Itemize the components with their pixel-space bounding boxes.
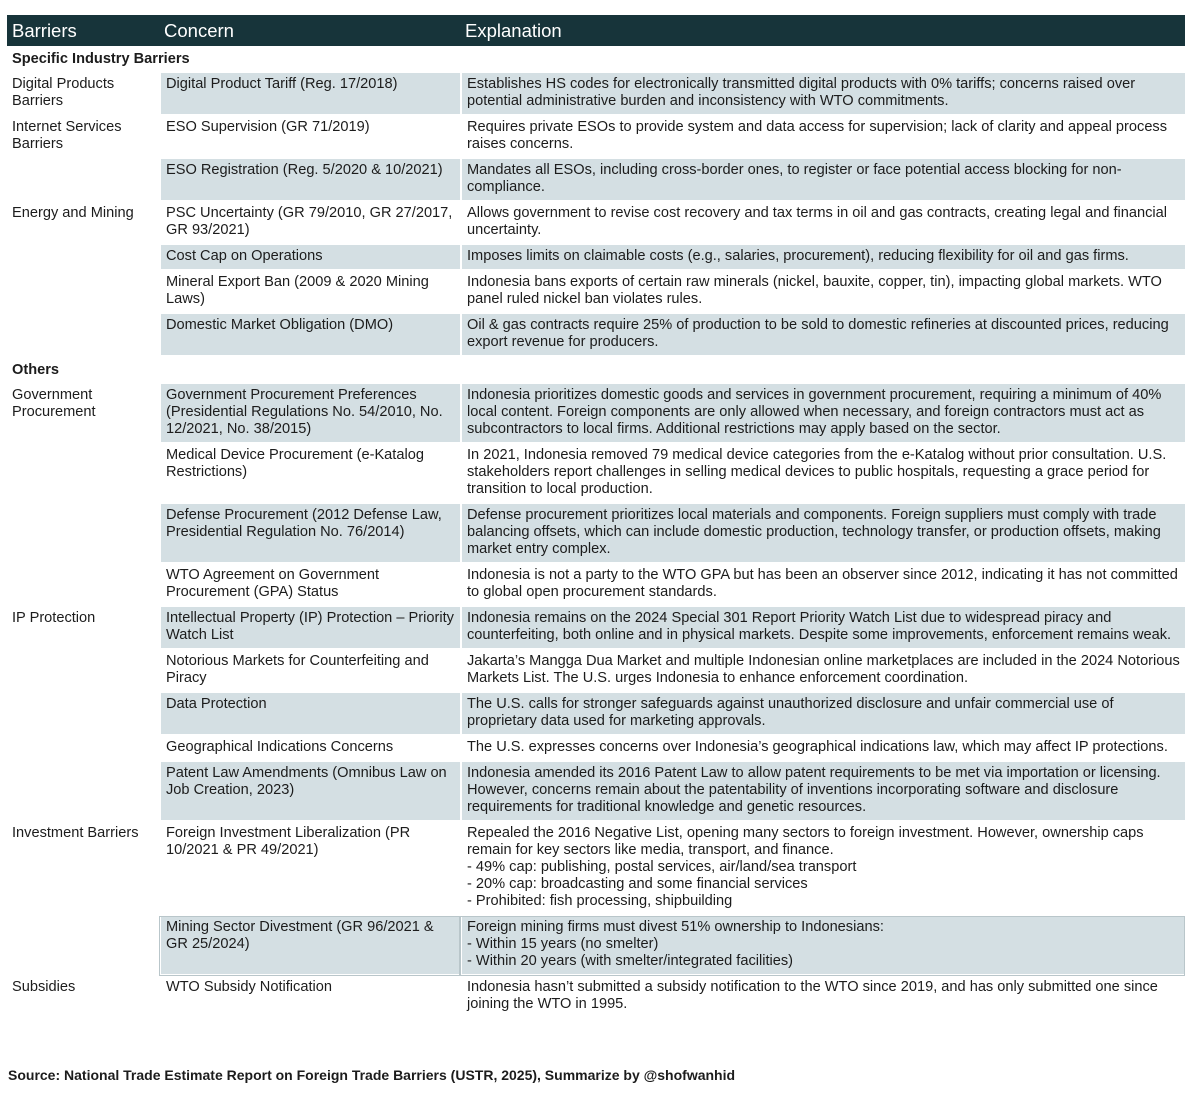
explanation-line: Repealed the 2016 Negative List, opening many sectors to foreign investment. However, ownership caps remain for key sectors like media, transport, and finance. [467,825,1144,858]
concern-cell: Mining Sector Divestment (GR 96/2021 & GR 25/2024) [159,916,460,976]
barrier-cell: Subsidies [7,976,159,1019]
barrier-cell: IP Protection [7,607,159,650]
table-row [7,271,1185,314]
explanation-line: - Within 15 years (no smelter) [467,936,659,952]
explanation-line: Indonesia remains on the 2024 Special 301 Report Priority Watch List due to widespread piracy and counterfeiting, both online and in physical markets. Despite some improvements, enforcement remains weak. [467,610,1172,643]
explanation-cell [460,607,1185,650]
table-row [7,976,1185,1019]
table-row [7,650,1185,693]
concern-cell: Mineral Export Ban (2009 & 2020 Mining Laws) [159,271,460,314]
table-row [7,504,1185,564]
source-caption: Source: National Trade Estimate Report on Foreign Trade Barriers (USTR, 2025), Summarize by @shofwanhid [8,1067,736,1083]
explanation-line: The U.S. expresses concerns over Indonesia’s geographical indications law, which may affect IP protections. [467,739,1168,755]
explanation-line: Indonesia hasn’t submitted a subsidy notification to the WTO since 2019, and has only submitted one since joining the WTO in 1995. [467,979,1158,1012]
table-row [7,693,1185,736]
explanation-cell [460,384,1185,444]
table-row [7,73,1185,116]
barrier-cell: Internet Services Barriers [7,116,159,159]
table-row [7,159,1185,202]
explanation-line: Requires private ESOs to provide system and data access for supervision; lack of clarity and appeal process raises concerns. [467,119,1168,152]
table-header-row [7,15,1185,46]
table-row [7,607,1185,650]
table-row [7,916,1185,976]
barrier-cell [7,762,159,822]
header-barriers: Barriers [7,15,159,46]
explanation-cell [460,976,1185,1019]
section-title: Specific Industry Barriers [7,46,1185,73]
concern-cell: WTO Subsidy Notification [159,976,460,1019]
table-row [7,245,1185,271]
table-row [7,822,1185,916]
explanation-cell [460,693,1185,736]
barrier-cell [7,159,159,202]
explanation-cell [460,736,1185,762]
table-row [7,564,1185,607]
concern-cell: Medical Device Procurement (e-Katalog Restrictions) [159,444,460,504]
explanation-line: Mandates all ESOs, including cross-border ones, to register or face potential access blocking for non-compliance. [467,162,1122,195]
barrier-cell [7,564,159,607]
explanation-line: Imposes limits on claimable costs (e.g., salaries, procurement), reducing flexibility for oil and gas firms. [467,248,1129,264]
explanation-line: Jakarta’s Mangga Dua Market and multiple Indonesian online marketplaces are included in the 2024 Notorious Markets List. The U.S. urges Indonesia to enhance enforcement coordination. [467,653,1180,686]
explanation-line: - Within 20 years (with smelter/integrated facilities) [467,953,794,969]
concern-cell: Notorious Markets for Counterfeiting and Piracy [159,650,460,693]
concern-cell: Intellectual Property (IP) Protection – Priority Watch List [159,607,460,650]
explanation-cell [460,444,1185,504]
explanation-line: - Prohibited: fish processing, shipbuilding [467,893,733,909]
barrier-cell [7,736,159,762]
barriers-table [7,15,1185,1019]
barrier-cell [7,693,159,736]
explanation-line: Allows government to revise cost recovery and tax terms in oil and gas contracts, creating legal and financial uncertainty. [467,205,1168,238]
table-row [7,736,1185,762]
barrier-cell [7,504,159,564]
explanation-cell [460,504,1185,564]
table-row [7,444,1185,504]
concern-cell: Foreign Investment Liberalization (PR 10/2021 & PR 49/2021) [159,822,460,916]
explanation-line: Indonesia amended its 2016 Patent Law to allow patent requirements to be met via importation or licensing. However, concerns remain about the patentability of inventions incorporating software and disclosure requirements for traditional knowledge and genetic resources. [467,765,1161,815]
explanation-line: In 2021, Indonesia removed 79 medical device categories from the e-Katalog without prior consultation. U.S. stakeholders report challenges in selling medical devices to public hospitals, requesting a grace period for transition to local production. [467,447,1167,497]
concern-cell: Patent Law Amendments (Omnibus Law on Job Creation, 2023) [159,762,460,822]
explanation-line: Indonesia bans exports of certain raw minerals (nickel, bauxite, copper, tin), impacting global markets. WTO panel ruled nickel ban violates rules. [467,274,1162,307]
concern-cell: PSC Uncertainty (GR 79/2010, GR 27/2017, GR 93/2021) [159,202,460,245]
explanation-cell [460,202,1185,245]
header-concern: Concern [159,15,460,46]
explanation-cell [460,564,1185,607]
barrier-cell [7,444,159,504]
explanation-line: Defense procurement prioritizes local materials and components. Foreign suppliers must comply with trade balancing offsets, which can include domestic production, technology transfer, or production offsets, making market entry complex. [467,507,1161,557]
concern-cell: Cost Cap on Operations [159,245,460,271]
barrier-cell [7,916,159,976]
explanation-cell [460,762,1185,822]
barrier-cell [7,245,159,271]
barrier-cell: Investment Barriers [7,822,159,916]
section-title: Others [7,357,1185,384]
explanation-line: - 49% cap: publishing, postal services, air/land/sea transport [467,859,857,875]
header-explanation: Explanation [460,15,1185,46]
explanation-cell [460,116,1185,159]
explanation-cell [460,650,1185,693]
explanation-cell [460,916,1185,976]
table-row [7,384,1185,444]
explanation-cell [460,314,1185,357]
explanation-cell [460,159,1185,202]
barrier-cell: Digital Products Barriers [7,73,159,116]
concern-cell: Defense Procurement (2012 Defense Law, Presidential Regulation No. 76/2014) [159,504,460,564]
explanation-cell [460,73,1185,116]
barriers-table-container [7,15,1185,1019]
concern-cell: Data Protection [159,693,460,736]
table-body [7,46,1185,1019]
explanation-cell [460,245,1185,271]
barrier-cell: Government Procurement [7,384,159,444]
explanation-line: Indonesia prioritizes domestic goods and services in government procurement, requiring a minimum of 40% local content. Foreign components are only allowed when necessary, and foreign contractors must act as subcontractors to local firms. Additional restrictions may apply based on the sector. [467,387,1162,437]
concern-cell: Government Procurement Preferences (Presidential Regulations No. 54/2010, No. 12/2021, No. 38/2015) [159,384,460,444]
concern-cell: Digital Product Tariff (Reg. 17/2018) [159,73,460,116]
barrier-cell [7,314,159,357]
explanation-line: Indonesia is not a party to the WTO GPA but has been an observer since 2012, indicating it has not committed to global open procurement standards. [467,567,1178,600]
table-row [7,314,1185,357]
barrier-cell [7,650,159,693]
explanation-line: The U.S. calls for stronger safeguards against unauthorized disclosure and unfair commercial use of proprietary data used for marketing approvals. [467,696,1114,729]
concern-cell: WTO Agreement on Government Procurement (GPA) Status [159,564,460,607]
concern-cell: ESO Supervision (GR 71/2019) [159,116,460,159]
explanation-line: Establishes HS codes for electronically transmitted digital products with 0% tariffs; concerns raised over potential administrative burden and inconsistency with WTO commitments. [467,76,1136,109]
barrier-cell: Energy and Mining [7,202,159,245]
section-header-row [7,357,1185,384]
barrier-cell [7,271,159,314]
explanation-line: - 20% cap: broadcasting and some financial services [467,876,808,892]
explanation-line: Foreign mining firms must divest 51% ownership to Indonesians: [467,919,884,935]
table-row [7,762,1185,822]
explanation-cell [460,822,1185,916]
explanation-line: Oil & gas contracts require 25% of production to be sold to domestic refineries at discounted prices, reducing export revenue for producers. [467,317,1169,350]
section-header-row [7,46,1185,73]
table-row [7,116,1185,159]
concern-cell: Domestic Market Obligation (DMO) [159,314,460,357]
concern-cell: ESO Registration (Reg. 5/2020 & 10/2021) [159,159,460,202]
explanation-cell [460,271,1185,314]
concern-cell: Geographical Indications Concerns [159,736,460,762]
table-row [7,202,1185,245]
